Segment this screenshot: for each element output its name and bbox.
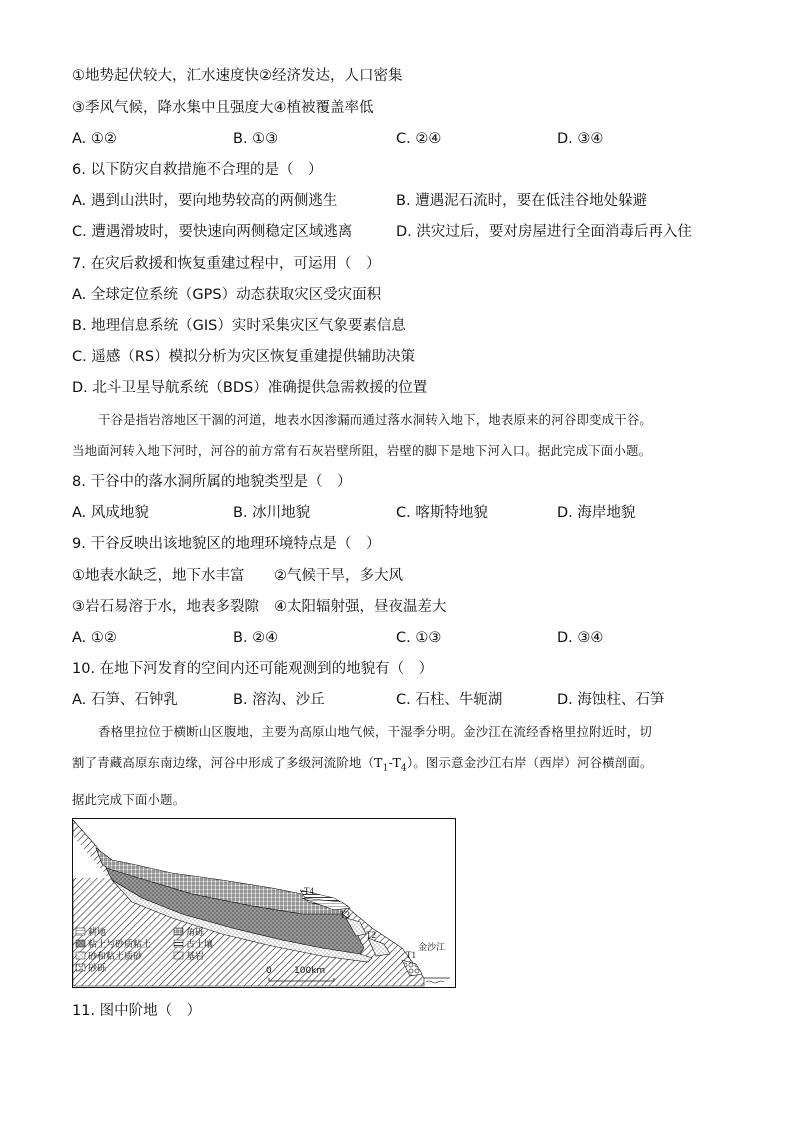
q8-option-c[interactable]: C. 喀斯特地貌 [396,505,488,521]
q10-option-d[interactable]: D. 海蚀柱、石笋 [557,692,665,708]
q6-stem: 6. 以下防灾自救措施不合理的是（ ） [72,162,323,178]
q5-statement-1: ①地势起伏较大，汇水速度快②经济发达，人口密集 [72,68,403,84]
q9-option-a[interactable]: A. ①② [72,630,117,646]
passage-2-line-2-part-c: ）。图示意金沙江右岸（西岸）河谷横剖面。 [406,755,653,770]
q9-option-d[interactable]: D. ③④ [557,630,604,646]
q7-stem: 7. 在灾后救援和恢复重建过程中，可运用（ ） [72,256,381,272]
legend-swatch-bedrock [174,952,183,959]
legend-paleosol: 古土壤 [186,940,214,950]
q9-option-b[interactable]: B. ②④ [233,630,279,646]
passage-dry-valley [72,404,720,466]
q10-option-a[interactable]: A. 石笋、石钟乳 [72,692,178,708]
legend-swatch-breccia [174,928,183,935]
passage-1-line-2: 当地面河转入地下河时，河谷的前方常有石灰岩壁所阻，岩壁的脚下是地下河入口。据此完成下面小题。 [72,443,652,458]
q5-statement-2: ③季风气候，降水集中且强度大④植被覆盖率低 [72,100,374,116]
q6-option-b[interactable]: B. 遭遇泥石流时，要在低洼谷地处躲避 [396,193,648,209]
valley-cross-section-figure [72,818,456,988]
passage-2-line-2-part-b: -T [388,755,401,770]
scale-label: 100km [294,966,326,976]
legend-sand: 砂和粘土质砂 [88,952,143,962]
legend-swatch-gravel [76,964,85,971]
q10-option-c[interactable]: C. 石柱、牛轭湖 [396,692,503,708]
passage-2-line-1: 香格里拉位于横断山区腹地，主要为高原山地气候，干湿季分明。金沙江在流经香格里拉附近时，切 [98,724,652,739]
q8-option-d[interactable]: D. 海岸地貌 [557,505,636,521]
legend-swatch-sand [76,952,85,959]
scale-zero: 0 [266,966,272,976]
q9-statement-3: ③岩石易溶于水，地表多裂隙 [72,599,259,615]
passage-2-line-2-part-a: 割了青藏高原东南边缘，河谷中形成了多级河流阶地（T [72,755,383,770]
passage-2-line-2 [72,747,720,784]
legend-farmland: 耕地 [88,928,107,938]
passage-1-line-1: 干谷是指岩溶地区干涸的河道，地表水因渗漏而通过落水洞转入地下，地表原来的河谷即变成干谷。 [98,412,652,427]
legend-breccia: 角砾 [186,928,205,938]
terrace-label-t4: T4 [304,886,314,896]
passage-shangri-la [72,716,720,815]
terrace-label-t3: T3 [340,910,350,920]
q9-statement-1: ①地表水缺乏，地下水丰富 [72,568,245,584]
passage-2-line-3: 据此完成下面小题。 [72,792,186,808]
q7-option-b[interactable]: B. 地理信息系统（GIS）实时采集灾区气象要素信息 [72,318,406,334]
terrace-label-t1: T1 [406,950,416,960]
q5-option-c[interactable]: C. ②④ [396,131,442,147]
q6-option-d[interactable]: D. 洪灾过后，要对房屋进行全面消毒后再入住 [396,224,692,240]
terrace-sub-4: 4 [401,763,407,774]
q9-statement-2: ②气候干旱，多大风 [274,568,403,584]
legend-swatch-paleosol [174,940,183,947]
river-label: 金沙江 [418,943,446,953]
q6-option-a[interactable]: A. 遇到山洪时，要向地势较高的两侧逃生 [72,193,338,209]
q10-stem: 10. 在地下河发育的空间内还可能观测到的地貌有（ ） [72,661,434,677]
q7-option-a[interactable]: A. 全球定位系统（GPS）动态获取灾区受灾面积 [72,287,382,303]
q5-option-a[interactable]: A. ①② [72,131,117,147]
q9-stem: 9. 干谷反映出该地貌区的地理环境特点是（ ） [72,536,381,552]
terrace-label-t2: T2 [366,930,376,940]
q8-option-a[interactable]: A. 风成地貌 [72,505,149,521]
legend-swatch-clay [76,940,85,947]
q10-option-b[interactable]: B. 溶沟、沙丘 [233,692,325,708]
q9-statement-4: ④太阳辐射强，昼夜温差大 [274,599,447,615]
terrace-sub-1: 1 [382,763,389,774]
q11-stem: 11. 图中阶地（ ） [72,1003,202,1019]
q8-stem: 8. 干谷中的落水洞所属的地貌类型是（ ） [72,474,352,490]
q6-option-c[interactable]: C. 遭遇滑坡时，要快速向两侧稳定区域逃离 [72,224,353,240]
legend-swatch-farmland [76,928,85,935]
q9-option-c[interactable]: C. ①③ [396,630,442,646]
legend-gravel: 砂砾 [88,964,107,974]
q7-option-c[interactable]: C. 遥感（RS）模拟分析为灾区恢复重建提供辅助决策 [72,349,416,365]
q5-option-d[interactable]: D. ③④ [557,131,604,147]
q8-option-b[interactable]: B. 冰川地貌 [233,505,311,521]
legend-bedrock: 基岩 [186,952,205,962]
q5-option-b[interactable]: B. ①③ [233,131,279,147]
q7-option-d[interactable]: D. 北斗卫星导航系统（BDS）准确提供急需救援的位置 [72,380,428,396]
legend-clay: 粘土与砂质粘土 [88,940,152,950]
